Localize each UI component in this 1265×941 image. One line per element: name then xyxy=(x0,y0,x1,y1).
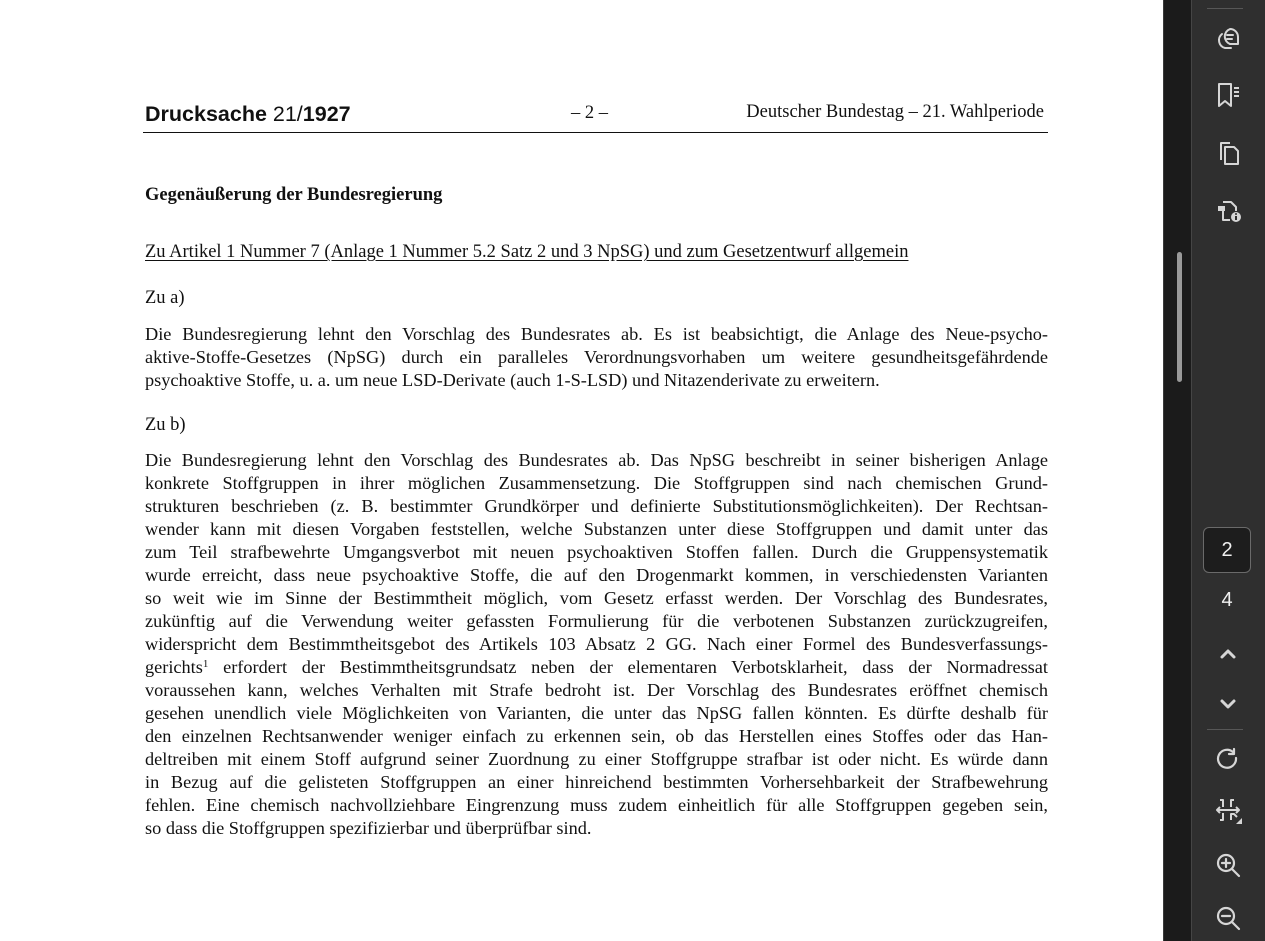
toolbar-divider xyxy=(1207,8,1243,9)
running-header xyxy=(143,98,1048,133)
total-pages-label: 4 xyxy=(1221,588,1233,611)
document-heading: Gegenäußerung der Bundesregierung xyxy=(145,185,443,205)
chevron-up-icon xyxy=(1213,639,1243,669)
section-b-paragraph xyxy=(145,449,1048,840)
line-text: gerichts xyxy=(145,657,203,677)
paragraph-line: wender kann mit diesen Vorgaben feststellen, welche Substanzen unter diese Stoffgruppen und damit unter das xyxy=(145,519,1048,539)
paragraph-line: aktive-Stoffe-Gesetzes (NpSG) durch ein paralleles Verordnungsvorhaben um weitere gesundheitsgefährdende xyxy=(145,347,1048,367)
page-thumbnails-button[interactable] xyxy=(1208,133,1248,173)
paragraph-line: Die Bundesregierung lehnt den Vorschlag des Bundesrates ab. Das NpSG beschreibt in seiner bisherigen Anlage xyxy=(145,450,1048,470)
paragraph-line: so dass die Stoffgruppen spezifizierbar und überprüfbar sind. xyxy=(145,818,592,838)
right-toolbar xyxy=(1191,0,1265,941)
fit-width-button[interactable] xyxy=(1208,790,1248,830)
paragraph-line: voraussehen kann, welches Verhalten mit Strafe bedroht ist. Der Vorschlag des Bundesrates eröffnet chemisch xyxy=(145,680,1048,700)
section-b-label: Zu b) xyxy=(145,415,186,435)
document-number-id: 1927 xyxy=(302,102,351,126)
paragraph-line: zukünftig auf die Verwendung weiter gefassten Formulierung für die verbotenen Substanzen zurückzugreifen, xyxy=(145,611,1048,631)
current-page-input[interactable]: 2 xyxy=(1203,527,1251,573)
parliament-label: Deutscher Bundestag – 21. Wahlperiode xyxy=(746,102,1044,122)
document-subheading: Zu Artikel 1 Nummer 7 (Anlage 1 Nummer 5.2 Satz 2 und 3 NpSG) und zum Gesetzentwurf allgemein xyxy=(145,242,909,262)
rotate-button[interactable] xyxy=(1208,740,1248,780)
document-number-prefix: Drucksache xyxy=(145,102,267,126)
zoom-out-icon xyxy=(1213,903,1243,933)
paragraph-line: deltreiben mit einem Stoff aufgrund seiner Zuordnung zu einer Stoffgruppe strafbar ist oder nicht. Es würde dann xyxy=(145,749,1048,769)
paragraph-line: konkrete Stoffgruppen in ihrer möglichen Zusammensetzung. Die Stoffgruppen sind nach chemischen Grund- xyxy=(145,473,1048,493)
previous-page-button[interactable] xyxy=(1208,634,1248,674)
fit-width-icon xyxy=(1213,795,1243,825)
pages-icon xyxy=(1213,138,1243,168)
paragraph-line: gesehen unendlich viele Möglichkeiten von Varianten, die unter das NpSG fallen könnten. Es dürfte deshalb für xyxy=(145,703,1048,723)
chevron-down-icon xyxy=(1213,689,1243,719)
toolbar-divider xyxy=(1207,729,1243,730)
paragraph-line: psychoaktive Stoffe, u. a. um neue LSD-Derivate (auch 1-S-LSD) und Nitazenderivate zu erweitern. xyxy=(145,370,880,390)
comments-icon xyxy=(1213,24,1243,54)
rotate-icon xyxy=(1213,745,1243,775)
scrollbar-thumb[interactable] xyxy=(1177,252,1182,382)
document-properties-button[interactable] xyxy=(1208,190,1248,230)
document-number xyxy=(145,102,351,127)
zoom-in-button[interactable] xyxy=(1208,845,1248,885)
paragraph-line: wurde erreicht, dass neue psychoaktive Stoffe, die auf den Drogenmarkt kommen, in verschiedensten Varianten xyxy=(145,565,1048,585)
section-a-paragraph xyxy=(145,323,1048,392)
paragraph-line: zum Teil strafbewehrte Umgangsverbot mit neuen psychoaktiven Stoffen fallen. Durch die Gruppensystematik xyxy=(145,542,1048,562)
paragraph-line: so weit wie im Sinne der Bestimmtheit möglich, vom Gesetz erfasst werden. Der Vorschlag des Bundesrates, xyxy=(145,588,1048,608)
paragraph-line: strukturen beschrieben (z. B. bestimmter Grundkörper und definierte Substitutionsmöglichkeiten). Der Rechtsan- xyxy=(145,496,1048,516)
line-text: erfordert der Bestimmtheitsgrundsatz neben der elementaren Verbotsklarheit, dass der Normadressat xyxy=(208,657,1048,677)
paragraph-line: den einzelnen Rechtsanwender weniger einfach zu erkennen sein, ob das Herstellen eines Stoffes oder das Han- xyxy=(145,726,1048,746)
zoom-in-icon xyxy=(1213,850,1243,880)
next-page-button[interactable] xyxy=(1208,684,1248,724)
document-number-period: 21/ xyxy=(272,102,303,126)
bookmarks-icon xyxy=(1213,80,1243,110)
document-info-icon xyxy=(1213,195,1243,225)
footnote-marker[interactable]: 1 xyxy=(202,658,209,670)
paragraph-line: widerspricht dem Bestimmtheitsgebot des Artikels 103 Absatz 2 GG. Nach einer Formel des Bundesverfassungs- xyxy=(145,634,1048,654)
comments-button[interactable] xyxy=(1208,19,1248,59)
paragraph-line: Die Bundesregierung lehnt den Vorschlag des Bundesrates ab. Es ist beabsichtigt, die Anlage des Neue-psycho- xyxy=(145,324,1048,344)
section-a-label: Zu a) xyxy=(145,288,185,308)
zoom-out-button[interactable] xyxy=(1208,898,1248,938)
bookmarks-button[interactable] xyxy=(1208,75,1248,115)
paragraph-line: in Bezug auf die gelisteten Stoffgruppen an einer hinreichend bestimmten Vorhersehbarkeit der Strafbewehrung xyxy=(145,772,1048,792)
page-number-label: – 2 – xyxy=(571,103,608,123)
paragraph-line: fehlen. Eine chemisch nachvollziehbare Eingrenzung muss zudem einheitlich für alle Stoffgruppen gegeben sein, xyxy=(145,795,1048,815)
vertical-scrollbar[interactable] xyxy=(1163,0,1191,941)
paragraph-line-footnote xyxy=(145,656,1048,679)
